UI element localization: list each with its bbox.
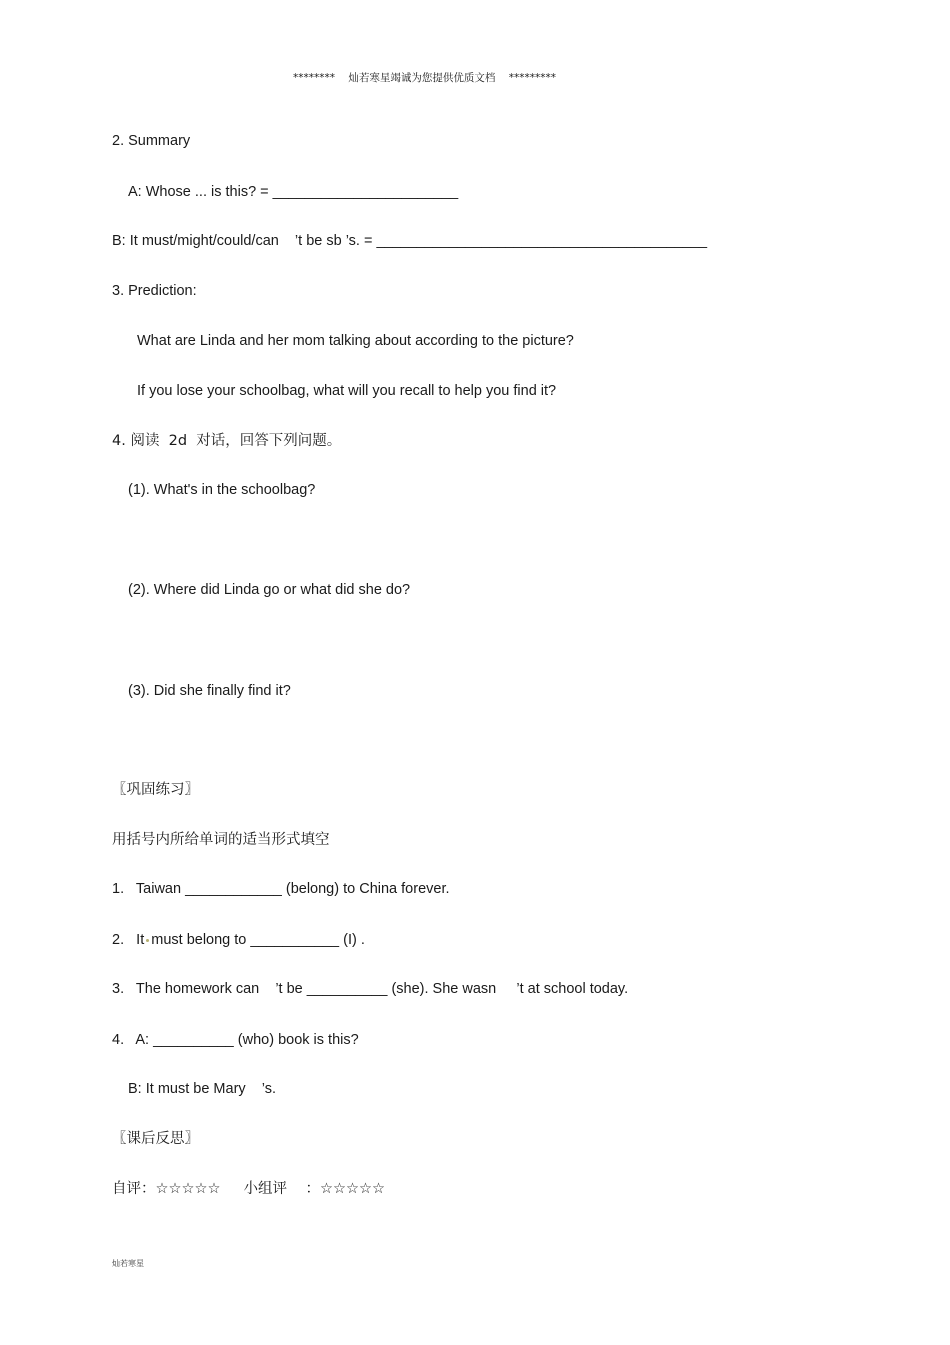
stray-dot: [146, 939, 149, 942]
summary-line-b: B: It must/might/could/can ’t be sb ’s. = _________________________________________: [112, 233, 708, 249]
prediction-question-2: If you lose your schoolbag, what will you recall to help you find it?: [137, 383, 557, 399]
reflection-title: 〖课后反思〗: [112, 1131, 199, 1147]
page-footer: 灿若寒星: [112, 1259, 144, 1268]
reflection-rating: 自评：☆☆☆☆☆ 小组评 ：☆☆☆☆☆: [112, 1181, 385, 1197]
practice-item-1: 1. Taiwan ____________ (belong) to China forever.: [112, 881, 450, 897]
practice-item-2-start: 2. It: [112, 932, 145, 948]
practice-title: 〖巩固练习〗: [112, 782, 199, 798]
reading-question-3: (3). Did she finally find it?: [128, 683, 291, 699]
practice-item-4a: 4. A: __________ (who) book is this?: [112, 1032, 359, 1048]
practice-item-2: [112, 931, 365, 949]
reading-title: 4. 阅读 2d 对话，回答下列问题。: [112, 433, 342, 449]
practice-instruction: 用括号内所给单词的适当形式填空: [112, 832, 330, 848]
summary-line-a: A: Whose ... is this? = _______________________: [128, 184, 459, 200]
practice-item-3: 3. The homework can ’t be __________ (she). She wasn ’t at school today.: [112, 981, 629, 997]
reading-question-2: (2). Where did Linda go or what did she do?: [128, 582, 411, 598]
reading-question-1: (1). What's in the schoolbag?: [128, 482, 316, 498]
practice-item-2-end: must belong to ___________ (I) .: [151, 932, 365, 948]
page-header: ******** 灿若寒星竭诚为您提供优质文档 *********: [293, 72, 556, 84]
summary-title: 2. Summary: [112, 133, 191, 149]
prediction-title: 3. Prediction:: [112, 283, 197, 299]
prediction-question-1: What are Linda and her mom talking about according to the picture?: [137, 333, 574, 349]
practice-item-4b: B: It must be Mary ’s.: [128, 1081, 276, 1097]
